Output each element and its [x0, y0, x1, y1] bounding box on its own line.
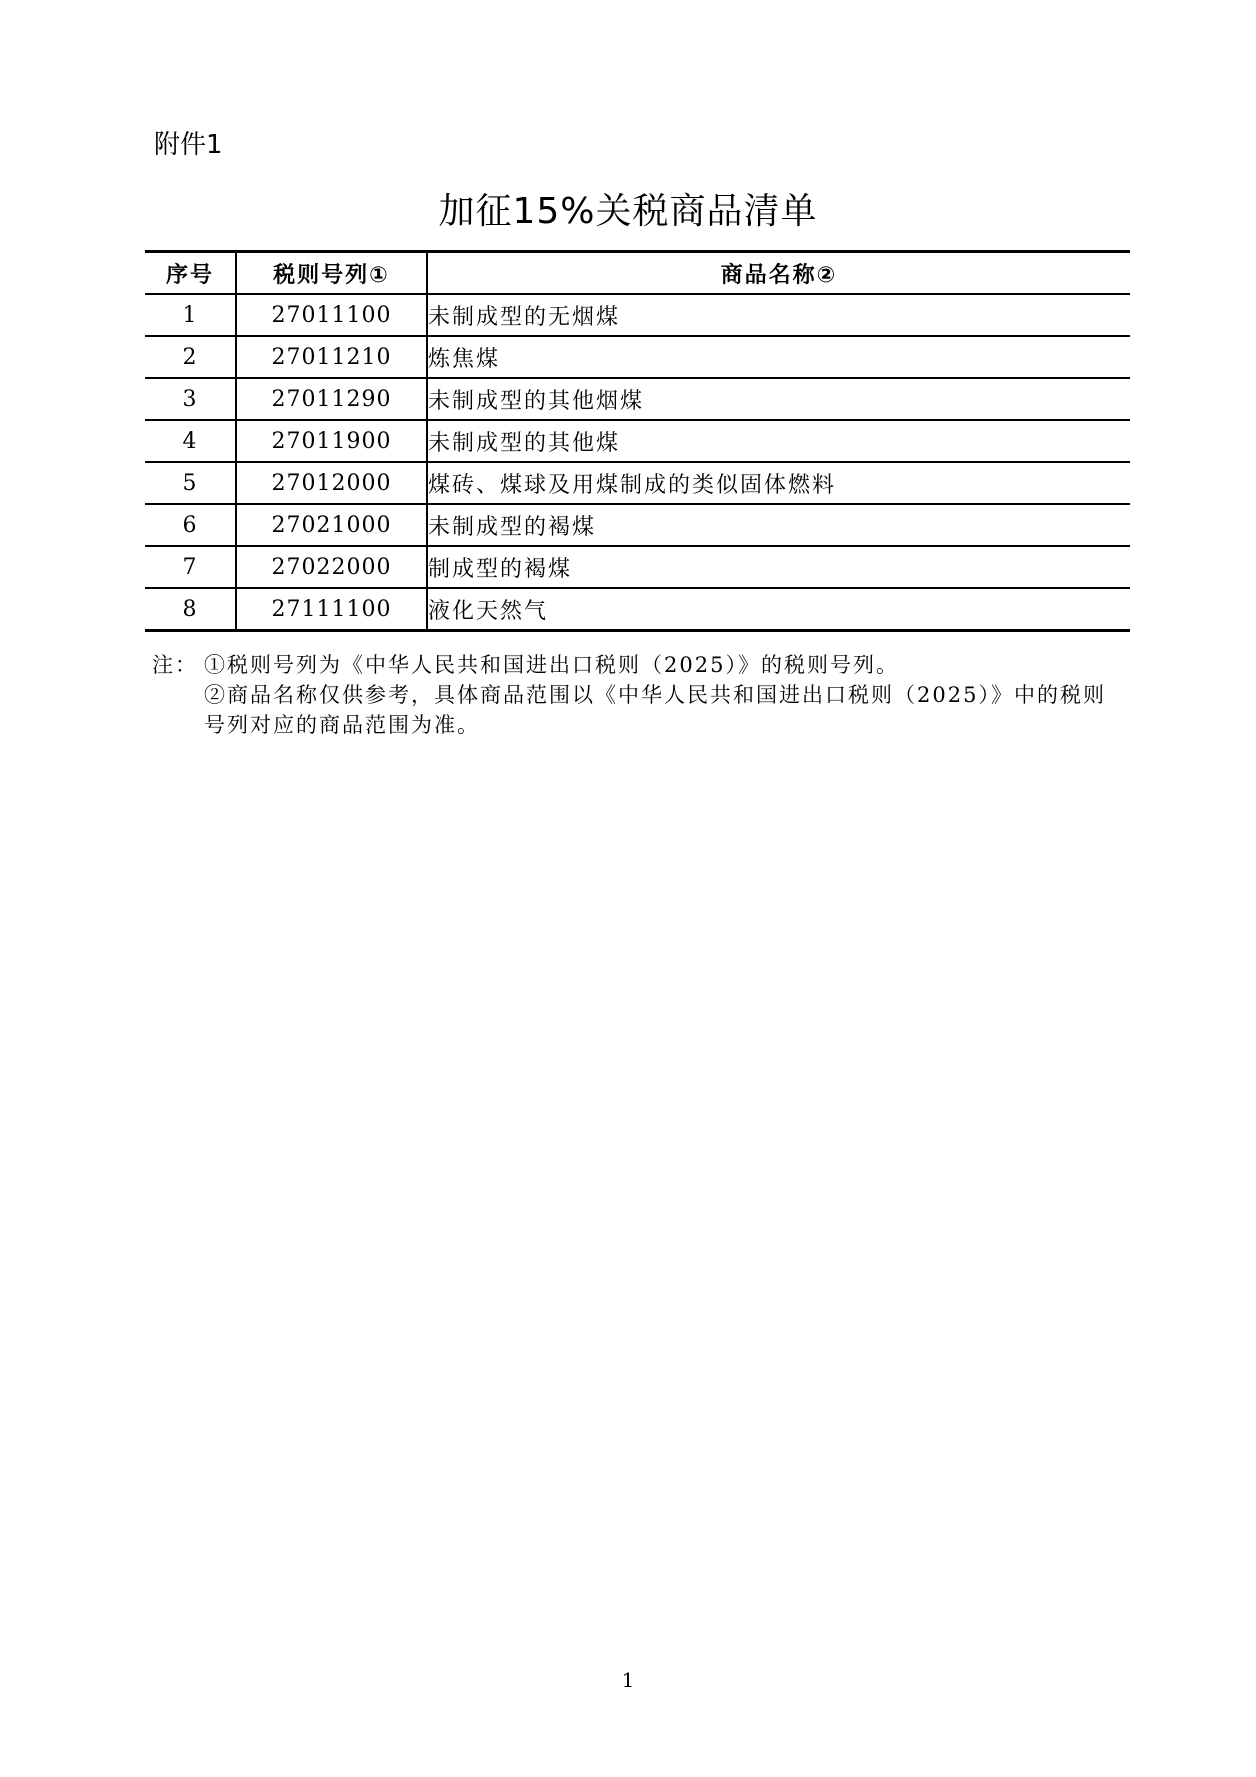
row-goods-name: 未制成型的褐煤 — [427, 504, 1130, 546]
row-seq: 3 — [145, 378, 236, 420]
tariff-goods-table — [145, 250, 1130, 632]
header-tariff-code: 税则号列① — [236, 252, 427, 295]
table-row — [145, 420, 1130, 462]
row-seq: 2 — [145, 336, 236, 378]
table-row — [145, 588, 1130, 631]
row-goods-name: 炼焦煤 — [427, 336, 1130, 378]
table-row — [145, 378, 1130, 420]
row-seq: 5 — [145, 462, 236, 504]
row-tariff-code: 27021000 — [236, 504, 427, 546]
row-tariff-code: 27022000 — [236, 546, 427, 588]
footnote-2 — [152, 680, 1112, 740]
footnote-2-text: ②商品名称仅供参考，具体商品范围以《中华人民共和国进出口税则（2025）》中的税则号列对应的商品范围为准。 — [204, 683, 1106, 737]
row-goods-name: 煤砖、煤球及用煤制成的类似固体燃料 — [427, 462, 1130, 504]
table-row — [145, 546, 1130, 588]
table-row — [145, 462, 1130, 504]
row-seq: 7 — [145, 546, 236, 588]
row-goods-name: 未制成型的无烟煤 — [427, 294, 1130, 336]
header-seq: 序号 — [145, 252, 236, 295]
row-tariff-code: 27011290 — [236, 378, 427, 420]
footnote-1-text: ①税则号列为《中华人民共和国进出口税则（2025）》的税则号列。 — [204, 653, 899, 677]
header-goods-name: 商品名称② — [427, 252, 1130, 295]
table-row — [145, 336, 1130, 378]
row-tariff-code: 27011100 — [236, 294, 427, 336]
row-tariff-code: 27111100 — [236, 588, 427, 631]
page-number: 1 — [621, 1668, 635, 1692]
footnotes — [152, 650, 1112, 740]
row-seq: 1 — [145, 294, 236, 336]
attachment-label: 附件1 — [154, 130, 223, 160]
page-title: 加征15%关税商品清单 — [438, 191, 818, 232]
row-goods-name: 未制成型的其他烟煤 — [427, 378, 1130, 420]
row-tariff-code: 27011900 — [236, 420, 427, 462]
row-goods-name: 液化天然气 — [427, 588, 1130, 631]
row-tariff-code: 27012000 — [236, 462, 427, 504]
row-seq: 8 — [145, 588, 236, 631]
table-header-row — [145, 252, 1130, 295]
row-seq: 6 — [145, 504, 236, 546]
footnote-prefix: 注： — [152, 653, 198, 677]
footnote-1 — [152, 650, 1112, 680]
row-goods-name: 制成型的褐煤 — [427, 546, 1130, 588]
row-goods-name: 未制成型的其他煤 — [427, 420, 1130, 462]
table-row — [145, 294, 1130, 336]
row-seq: 4 — [145, 420, 236, 462]
row-tariff-code: 27011210 — [236, 336, 427, 378]
table-row — [145, 504, 1130, 546]
